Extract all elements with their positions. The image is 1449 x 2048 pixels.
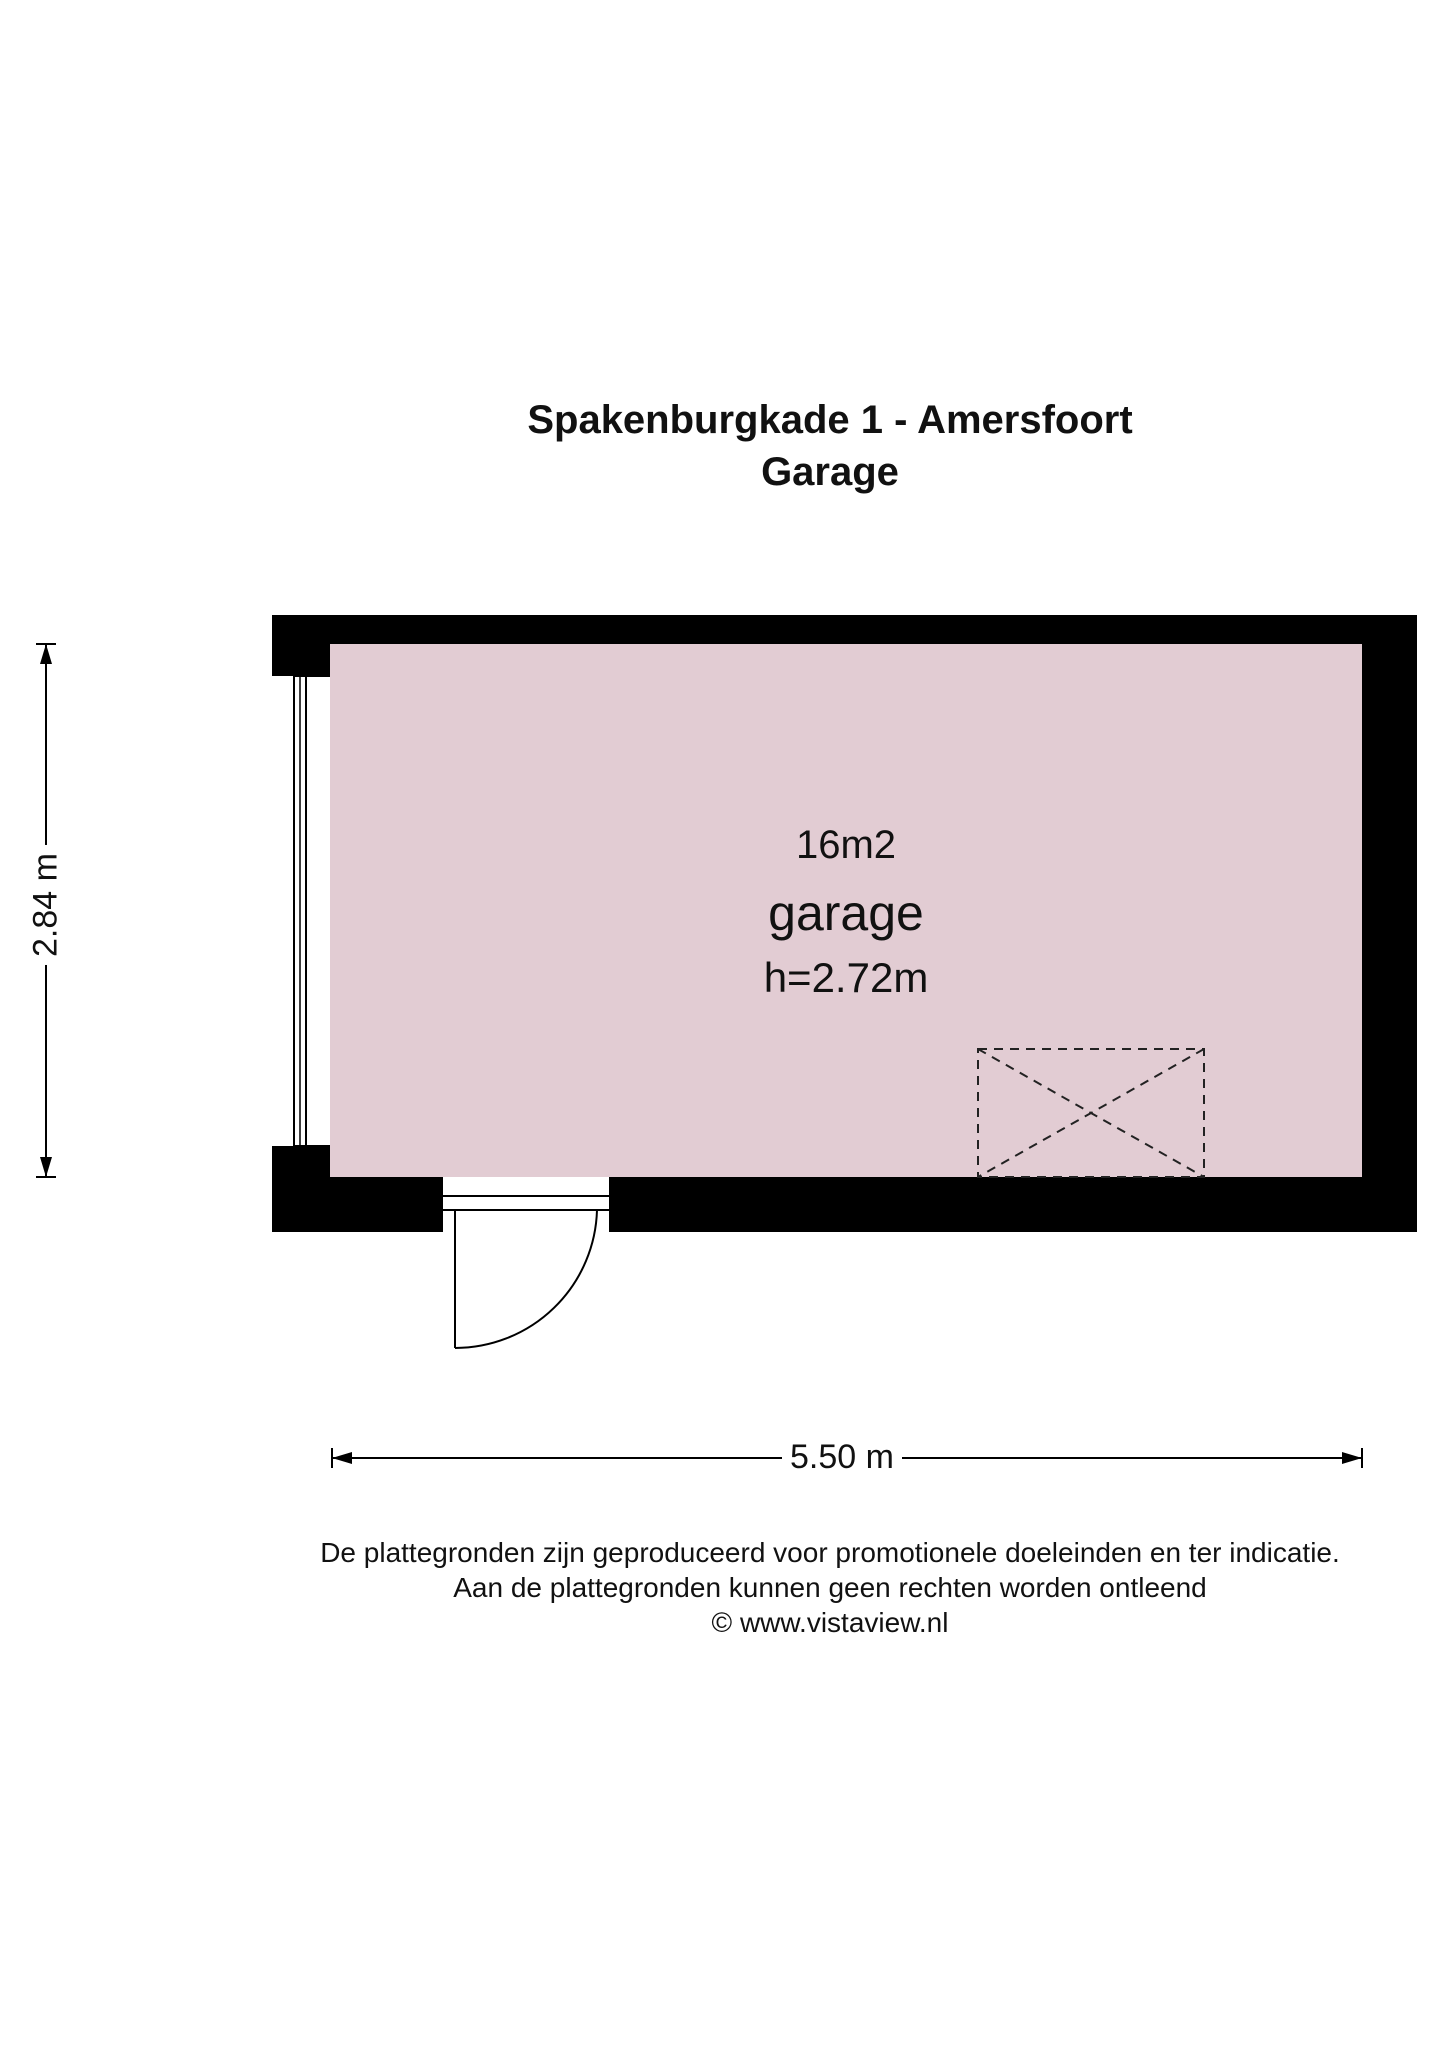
floor-title: Garage	[761, 450, 899, 494]
width-arrow-right	[1342, 1452, 1362, 1464]
width-arrow-left	[332, 1452, 352, 1464]
copyright-line: © www.vistaview.nl	[711, 1607, 949, 1638]
room-height: h=2.72m	[763, 954, 929, 1001]
disclaimer-line-2: Aan de plattegronden kunnen geen rechten worden ontleend	[453, 1572, 1207, 1603]
depth-arrow-top	[40, 644, 52, 664]
depth-arrow-bottom	[40, 1157, 52, 1177]
room-area: 16m2	[795, 823, 897, 867]
width-dimension-label: 5.50 m	[782, 1438, 902, 1477]
disclaimer-line-1: De plattegronden zijn geproduceerd voor promotionele doeleinden en ter indicatie.	[320, 1537, 1340, 1568]
door-opening	[442, 1177, 610, 1232]
plan-title: Spakenburgkade 1 - Amersfoort	[527, 398, 1133, 442]
room-name: garage	[768, 885, 924, 941]
depth-dimension-label: 2.84 m	[27, 845, 66, 965]
